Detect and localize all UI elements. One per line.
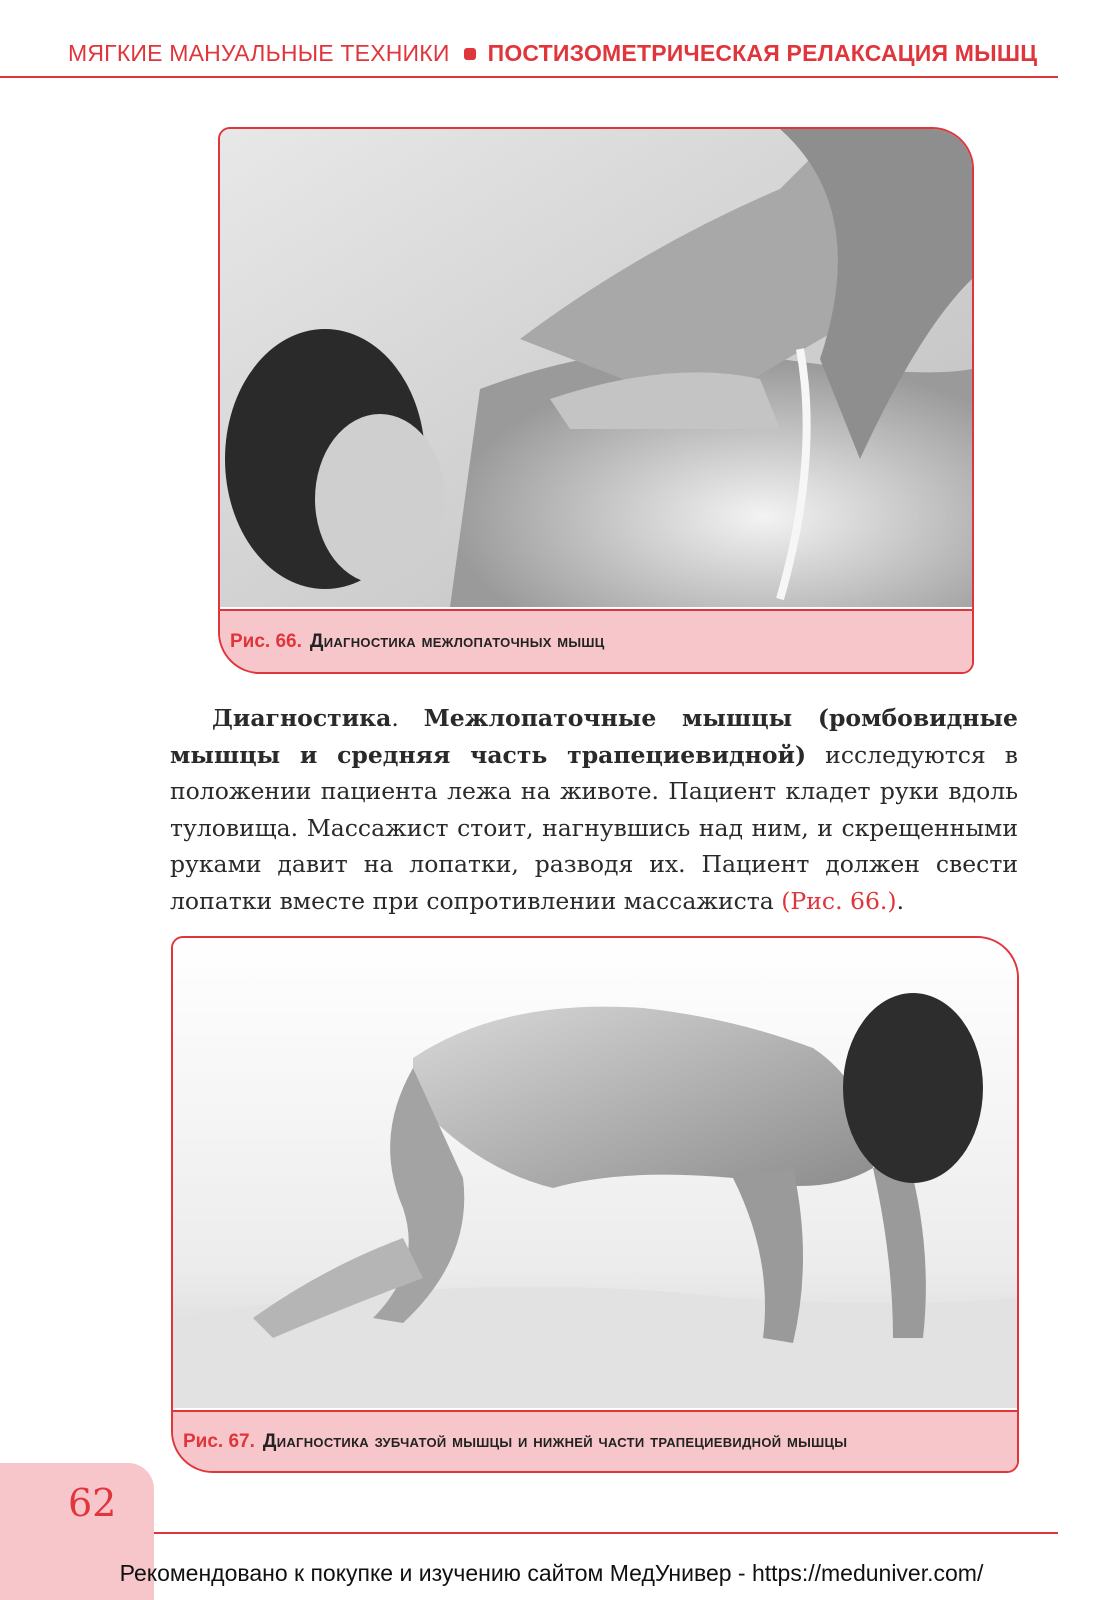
running-header [68, 40, 1058, 80]
figure-66-number: Рис. 66. [230, 630, 302, 652]
paragraph-end: . [896, 886, 905, 915]
figure-67-number: Рис. 67. [183, 1430, 255, 1452]
figure-66 [218, 127, 974, 674]
chapter-title: ПОСТИЗОМЕТРИЧЕСКАЯ РЕЛАКСАЦИЯ МЫШЦ [487, 40, 1038, 66]
footer-rule [154, 1532, 1058, 1534]
footer-note: Рекомендовано к покупке и изучению сайтом МедУнивер - https://meduniver.com/ [119, 1560, 984, 1586]
paragraph-lead: Диагностика [212, 704, 392, 732]
page-number: 62 [68, 1481, 117, 1525]
figure-67-caption [173, 1410, 1017, 1471]
section-title: МЯГКИЕ МАНУАЛЬНЫЕ ТЕХНИКИ [68, 40, 450, 66]
paragraph-lead-punct: . [391, 704, 424, 732]
paragraph-bold-part: Межлопаточные мышцы (ромбовидные мышцы и средняя часть трапециевидной) [170, 704, 1018, 769]
figure-66-caption-text: Диагностика межлопаточных мышц [309, 630, 605, 652]
figure-66-caption [220, 609, 972, 672]
figure-66-photo [220, 129, 972, 607]
figure-67-photo [173, 938, 1017, 1408]
body-paragraph [170, 700, 1018, 919]
paragraph-body: исследуются в положении пациента лежа на животе. Пациент кладет руки вдоль туловища. Массажист стоит, нагнувшись над ним, и скрещенными руками давит на лопатки, разводя их. Пациент должен свести лопатки вместе при сопротивлении массажиста [170, 740, 1018, 915]
header-bullet-icon [464, 48, 476, 60]
figure-reference-link[interactable]: (Рис. 66.) [781, 886, 897, 915]
header-rule [0, 76, 1058, 78]
figure-67-caption-text: Диагностика зубчатой мышцы и нижней части трапециевидной мышцы [262, 1430, 848, 1452]
figure-67 [171, 936, 1019, 1473]
